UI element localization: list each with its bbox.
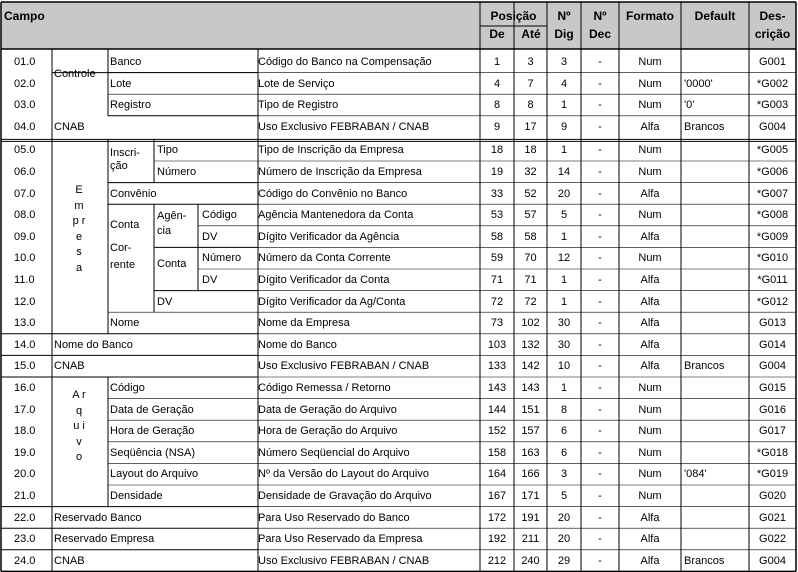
header-n-dig-1: Nº <box>557 9 571 23</box>
cell-dig: 4 <box>560 77 568 90</box>
cell-campo: 23.0 <box>14 533 36 546</box>
cell-de: 71 <box>490 274 504 286</box>
cell-def: '084' <box>684 468 707 481</box>
cell-desc: Nome da Empresa <box>258 317 350 330</box>
cell-ate: 58 <box>524 230 537 243</box>
cell-dig: 20 <box>557 511 571 524</box>
cell-de: 59 <box>490 252 504 265</box>
cell-dig: 5 <box>560 490 568 502</box>
cell-campo: 03.0 <box>14 99 36 112</box>
cell-campo: 16.0 <box>14 382 36 394</box>
cell-ate: 17 <box>524 120 537 133</box>
cell-desc: Agência Mantenedora da Conta <box>258 209 414 222</box>
cell-de: 8 <box>493 99 501 112</box>
cell-dig: 1 <box>560 230 568 243</box>
cell-de: 103 <box>487 338 507 351</box>
header-default: Default <box>694 9 736 23</box>
cell-ref: G004 <box>759 120 786 133</box>
cell-de: 18 <box>490 144 504 157</box>
cell-ate: 57 <box>524 209 537 222</box>
cell-dig: 1 <box>560 274 568 286</box>
cell-campo: 17.0 <box>14 403 36 416</box>
cell-ref: G016 <box>759 403 786 416</box>
cell-ate: 32 <box>524 166 537 178</box>
cell-c1: Reservado Banco <box>54 511 142 524</box>
cell-fmt: Num <box>638 56 662 68</box>
cell-c2: Convênio <box>110 187 157 200</box>
cell-dec: - <box>598 403 602 416</box>
cell-desc: Número da Conta Corrente <box>258 252 391 265</box>
cell-dec: - <box>598 554 602 567</box>
cell-fmt: Alfa <box>640 338 660 351</box>
group-empresa: E m p r e s a <box>72 184 86 274</box>
cell-de: 133 <box>487 360 507 373</box>
cell-c2: Banco <box>110 56 142 68</box>
cell-campo: 18.0 <box>14 425 36 438</box>
cell-fmt: Num <box>638 144 662 157</box>
cell-fmt: Alfa <box>640 187 660 200</box>
cell-ref: *G002 <box>756 77 789 90</box>
cell-dec: - <box>598 274 602 286</box>
cell-c3: Tipo <box>157 144 178 157</box>
header-n-dig-2: Dig <box>554 27 574 41</box>
cell-fmt: Alfa <box>640 511 660 524</box>
cell-dig: 1 <box>560 144 568 157</box>
cell-ref: *G018 <box>756 446 789 459</box>
cell-dec: - <box>598 468 602 481</box>
header-descricao-1: Des- <box>759 9 786 23</box>
cell-ref: G013 <box>759 317 786 330</box>
cell-dig: 3 <box>560 56 568 68</box>
cell-campo: 12.0 <box>14 295 36 308</box>
cell-ate: 171 <box>521 490 540 502</box>
cell-ate: 71 <box>524 274 537 286</box>
cell-desc: Código do Convênio no Banco <box>258 187 408 200</box>
cell-dec: - <box>598 338 602 351</box>
cell-campo: 05.0 <box>14 144 36 157</box>
cell-fmt: Num <box>638 403 662 416</box>
cell-dec: - <box>598 425 602 438</box>
cell-c3: Número <box>157 166 197 178</box>
cell-fmt: Alfa <box>640 120 660 133</box>
cell-fmt: Num <box>638 252 662 265</box>
cell-fmt: Num <box>638 490 662 502</box>
cell-dig: 9 <box>560 120 568 133</box>
group-inscricao-2: ção <box>110 160 128 172</box>
cell-c4: DV <box>202 274 218 286</box>
cell-de: 4 <box>493 77 501 90</box>
cell-c4: DV <box>202 230 218 243</box>
group-conta-corrente-1: Conta <box>110 219 140 231</box>
cell-de: 1 <box>493 56 501 68</box>
cell-desc: Dígito Verificador da Ag/Conta <box>258 295 406 308</box>
cell-desc: Uso Exclusivo FEBRABAN / CNAB <box>258 554 430 567</box>
cell-dig: 20 <box>557 187 571 200</box>
cell-dig: 30 <box>557 317 571 330</box>
cell-ref: *G007 <box>756 187 789 200</box>
cell-campo: 22.0 <box>14 511 36 524</box>
cell-dec: - <box>598 166 602 178</box>
cell-ref: G015 <box>759 382 786 394</box>
cell-ref: *G008 <box>756 209 789 222</box>
cell-def: '0000' <box>684 77 713 90</box>
cell-dig: 29 <box>557 554 571 567</box>
cell-de: 172 <box>487 511 507 524</box>
cell-c2: Código <box>110 382 145 394</box>
cell-dec: - <box>598 382 602 394</box>
cell-ate: 240 <box>521 554 540 567</box>
cell-ref: G014 <box>759 338 786 351</box>
cell-campo: 01.0 <box>14 56 36 68</box>
cell-campo: 07.0 <box>14 187 36 200</box>
cell-def: Brancos <box>684 120 725 133</box>
cell-dec: - <box>598 490 602 502</box>
cell-de: 73 <box>490 317 504 330</box>
cell-desc: Para Uso Reservado do Banco <box>258 511 410 524</box>
cell-dig: 12 <box>557 252 571 265</box>
cell-dec: - <box>598 446 602 459</box>
cell-dec: - <box>598 230 602 243</box>
cell-campo: 10.0 <box>14 252 36 265</box>
cell-dig: 6 <box>560 425 568 438</box>
cell-ref: *G012 <box>756 295 789 308</box>
cell-ate: 7 <box>527 77 534 90</box>
cell-dig: 1 <box>560 382 568 394</box>
cell-fmt: Alfa <box>640 295 660 308</box>
cell-de: 158 <box>487 446 507 459</box>
header-campo: Campo <box>4 9 45 23</box>
group-arquivo: A r q u i v o <box>72 389 86 463</box>
group-agencia-1: Agên- <box>157 210 187 222</box>
cell-de: 33 <box>490 187 504 200</box>
cell-c2: Lote <box>110 77 132 90</box>
cell-desc: Lote de Serviço <box>258 77 335 90</box>
cell-ref: *G009 <box>756 230 789 243</box>
cell-desc: Nome do Banco <box>258 338 337 351</box>
cell-ate: 3 <box>527 56 534 68</box>
cell-campo: 13.0 <box>14 317 36 330</box>
cell-de: 144 <box>487 403 507 416</box>
cell-dec: - <box>598 187 602 200</box>
cell-ref: G001 <box>759 56 786 68</box>
cell-dec: - <box>598 99 602 112</box>
cell-dig: 3 <box>560 468 568 481</box>
header-formato: Formato <box>626 9 674 23</box>
cell-de: 72 <box>490 295 504 308</box>
cell-campo: 24.0 <box>14 554 36 567</box>
cell-ref: G020 <box>759 490 786 502</box>
cell-c2: Registro <box>110 99 151 112</box>
cell-ref: *G003 <box>756 99 789 112</box>
cell-def: Brancos <box>684 360 725 373</box>
cell-de: 152 <box>487 425 507 438</box>
cell-c2: Hora de Geração <box>110 425 195 438</box>
cell-ref: *G019 <box>756 468 789 481</box>
cell-def: Brancos <box>684 554 725 567</box>
cell-ate: 143 <box>521 382 540 394</box>
cell-fmt: Alfa <box>640 533 660 546</box>
cell-ref: *G006 <box>756 166 789 178</box>
cell-c2: Layout do Arquivo <box>110 468 199 481</box>
cell-desc: Número de Inscrição da Empresa <box>258 166 422 178</box>
cell-dig: 1 <box>560 295 568 308</box>
cell-desc: Dígito Verificador da Conta <box>258 274 390 286</box>
cell-de: 164 <box>487 468 507 481</box>
cell-ate: 142 <box>521 360 540 373</box>
cell-ref: G004 <box>759 360 786 373</box>
cell-ref: G022 <box>759 533 786 546</box>
cell-dec: - <box>598 56 602 68</box>
cell-desc: Dígito Verificador da Agência <box>258 230 400 243</box>
cell-campo: 09.0 <box>14 230 36 243</box>
cell-campo: 20.0 <box>14 468 36 481</box>
cell-desc: Tipo de Registro <box>258 99 339 112</box>
cell-c1: CNAB <box>54 360 85 373</box>
cell-fmt: Alfa <box>640 554 660 567</box>
cell-desc: Código Remessa / Retorno <box>258 382 391 394</box>
cell-dec: - <box>598 77 602 90</box>
cell-ref: *G005 <box>756 144 789 157</box>
cell-ate: 52 <box>524 187 537 200</box>
cell-ate: 132 <box>521 338 540 351</box>
cell-dec: - <box>598 120 602 133</box>
group-agencia-2: cia <box>157 225 172 237</box>
cell-dig: 1 <box>560 99 568 112</box>
cell-desc: Tipo de Inscrição da Empresa <box>258 144 404 157</box>
cell-desc: Data de Geração do Arquivo <box>258 403 397 416</box>
cell-c2: Data de Geração <box>110 403 194 416</box>
cell-de: 9 <box>493 120 501 133</box>
cell-ate: 191 <box>521 511 540 524</box>
cell-dig: 10 <box>557 360 571 373</box>
cell-dec: - <box>598 295 602 308</box>
cell-de: 192 <box>487 533 507 546</box>
cell-ate: 151 <box>521 403 540 416</box>
cell-fmt: Num <box>638 77 662 90</box>
cell-dig: 20 <box>557 533 571 546</box>
cell-de: 212 <box>487 554 507 567</box>
group-conta: Conta <box>157 258 187 270</box>
group-controle: Controle <box>54 68 96 80</box>
header-posicao: Posição <box>490 9 537 23</box>
cell-c2: Densidade <box>110 490 163 502</box>
cell-fmt: Num <box>638 209 662 222</box>
cell-c1: Nome do Banco <box>54 338 133 351</box>
cell-desc: Para Uso Reservado da Empresa <box>258 533 423 546</box>
cell-fmt: Num <box>638 446 662 459</box>
cell-desc: Hora de Geração do Arquivo <box>258 425 398 438</box>
cell-de: 143 <box>487 382 507 394</box>
cell-desc: Número Seqüencial do Arquivo <box>258 446 410 459</box>
cell-fmt: Alfa <box>640 230 660 243</box>
cell-c3: DV <box>157 295 173 308</box>
cell-c2: Seqüência (NSA) <box>110 446 195 459</box>
cell-ate: 8 <box>527 99 534 112</box>
cell-def: '0' <box>684 99 695 112</box>
cell-dec: - <box>598 511 602 524</box>
cell-desc: Uso Exclusivo FEBRABAN / CNAB <box>258 360 430 373</box>
cell-ref: G017 <box>759 425 786 438</box>
cell-ref: G004 <box>759 554 786 567</box>
header-n-dec-2: Dec <box>588 27 611 41</box>
cell-ate: 166 <box>521 468 540 481</box>
cell-de: 19 <box>490 166 504 178</box>
group-conta-corrente-3: rente <box>110 259 136 271</box>
cell-desc: Uso Exclusivo FEBRABAN / CNAB <box>258 120 430 133</box>
cell-dig: 8 <box>560 403 568 416</box>
cell-ref: *G010 <box>756 252 789 265</box>
cell-dig: 30 <box>557 338 571 351</box>
cell-de: 53 <box>490 209 504 222</box>
cell-dec: - <box>598 317 602 330</box>
cell-campo: 04.0 <box>14 120 36 133</box>
cell-c4: Código <box>202 209 237 222</box>
cell-ate: 18 <box>524 144 537 157</box>
cell-ate: 157 <box>521 425 540 438</box>
cell-campo: 21.0 <box>14 490 36 502</box>
cell-campo: 08.0 <box>14 209 36 222</box>
cell-campo: 19.0 <box>14 446 36 459</box>
cell-c4: Número <box>202 252 242 265</box>
cell-fmt: Alfa <box>640 274 660 286</box>
cell-fmt: Num <box>638 99 662 112</box>
cell-c1: Reservado Empresa <box>54 533 155 546</box>
cell-desc: Nº da Versão do Layout do Arquivo <box>258 468 429 481</box>
group-inscricao-1: Inscri- <box>110 147 140 159</box>
cell-dec: - <box>598 360 602 373</box>
cell-campo: 02.0 <box>14 77 36 90</box>
cell-dig: 14 <box>557 166 571 178</box>
cell-dec: - <box>598 209 602 222</box>
cell-ate: 211 <box>521 533 540 546</box>
cell-ate: 163 <box>521 446 540 459</box>
cell-ate: 72 <box>524 295 537 308</box>
cell-campo: 11.0 <box>14 274 35 286</box>
group-conta-corrente-2: Cor- <box>110 242 132 254</box>
header-descricao-2: crição <box>754 27 791 41</box>
cell-ref: *G011 <box>757 274 788 286</box>
cell-fmt: Num <box>638 468 662 481</box>
cell-de: 58 <box>490 230 504 243</box>
cell-dec: - <box>598 533 602 546</box>
cell-c1: CNAB <box>54 120 85 133</box>
cell-dig: 5 <box>560 209 568 222</box>
header-de: De <box>489 27 505 41</box>
cell-fmt: Num <box>638 382 662 394</box>
cell-ate: 102 <box>521 317 540 330</box>
cell-fmt: Num <box>638 166 662 178</box>
cell-de: 167 <box>487 490 507 502</box>
cell-campo: 15.0 <box>14 360 36 373</box>
cell-c2: Nome <box>110 317 140 330</box>
cell-fmt: Num <box>638 425 662 438</box>
cell-c1: CNAB <box>54 554 85 567</box>
cell-desc: Código do Banco na Compensação <box>258 56 432 68</box>
cell-desc: Densidade de Gravação do Arquivo <box>258 490 432 502</box>
cell-campo: 06.0 <box>14 166 36 178</box>
cell-dec: - <box>598 144 602 157</box>
cell-campo: 14.0 <box>14 338 36 351</box>
cell-ate: 70 <box>524 252 537 265</box>
cell-ref: G021 <box>759 511 786 524</box>
header-n-dec-1: Nº <box>593 9 607 23</box>
header-ate: Até <box>521 27 541 41</box>
cell-fmt: Alfa <box>640 360 660 373</box>
cell-dec: - <box>598 252 602 265</box>
cell-dig: 6 <box>560 446 568 459</box>
cell-fmt: Alfa <box>640 317 660 330</box>
